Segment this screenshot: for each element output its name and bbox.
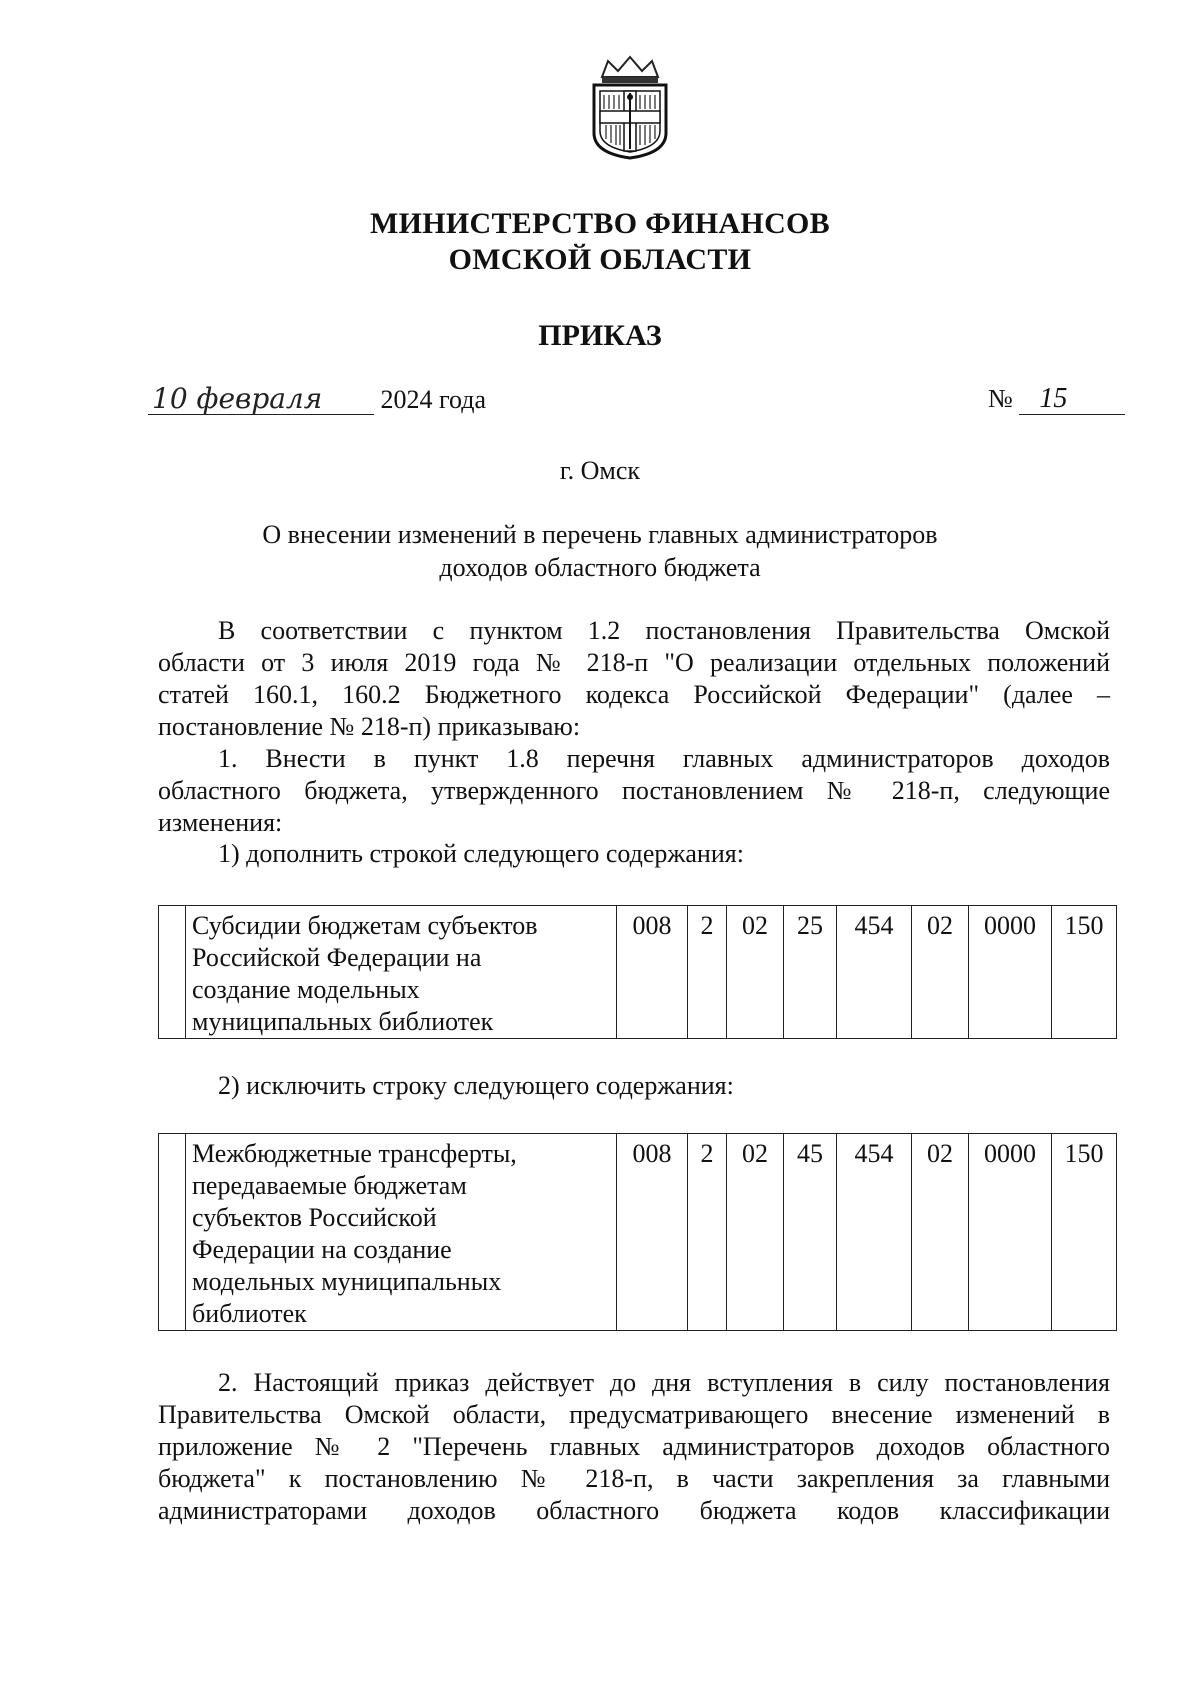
ministry-name-line1: МИНИСТЕРСТВО ФИНАНСОВ (370, 207, 830, 240)
table-cell-code: 2 (688, 906, 727, 1039)
city-name: г. Омск (559, 456, 641, 485)
table-cell-code: 25 (784, 906, 837, 1039)
table-cell-code: 0000 (969, 906, 1052, 1039)
table-cell-code: 150 (1052, 906, 1117, 1039)
table-cell-code: 454 (837, 1134, 912, 1331)
table-cell-code: 45 (784, 1134, 837, 1331)
subject-line2: доходов областного бюджета (439, 553, 761, 582)
table-cell-name (186, 906, 617, 1039)
text-line: Правительства Омской области, предусматривающего внесение изменений в (158, 1400, 1110, 1429)
text-line: 1. Внести в пункт 1.8 перечня главных администраторов доходов (218, 744, 1110, 773)
coat-of-arms-graphic (584, 55, 676, 160)
table-cell-code: 02 (727, 1134, 784, 1331)
cell-text-line: муниципальных библиотек (192, 1007, 494, 1036)
table-cell-code: 02 (912, 1134, 969, 1331)
paragraph-item-2 (158, 1367, 1110, 1527)
text-line: 2. Настоящий приказ действует до дня вступления в силу постановления (218, 1368, 1110, 1397)
paragraph-item-1 (158, 743, 1110, 839)
table-added-row (158, 905, 1117, 1039)
table-cell-code: 2 (688, 1134, 727, 1331)
cell-text-line: передаваемые бюджетам (192, 1171, 467, 1200)
handwritten-date: 10 февраля (148, 384, 374, 415)
cell-text-line: Межбюджетные трансферты, (192, 1139, 517, 1168)
text-line: областного бюджета, утвержденного постановлением № 218-п, следующие (158, 776, 1110, 805)
table-cell-code: 02 (912, 906, 969, 1039)
text-line: В соответствии с пунктом 1.2 постановления Правительства Омской (218, 616, 1110, 645)
cell-text-line: Субсидии бюджетам субъектов (192, 911, 538, 940)
subject-line1: О внесении изменений в перечень главных администраторов (262, 520, 938, 549)
cell-text-line: создание модельных (192, 975, 420, 1004)
table-cell-code: 008 (617, 1134, 688, 1331)
table-cell-code: 0000 (969, 1134, 1052, 1331)
table-cell-blank (159, 906, 186, 1039)
cell-text-line: модельных муниципальных (192, 1267, 502, 1296)
ministry-name-line2: ОМСКОЙ ОБЛАСТИ (448, 243, 752, 276)
table-cell-name (186, 1134, 617, 1331)
text-line: приложение № 2 "Перечень главных администраторов доходов областного (158, 1432, 1110, 1461)
text-line: 1) дополнить строкой следующего содержания: (218, 839, 744, 868)
document-type-title: ПРИКАЗ (538, 319, 662, 352)
text-line: администраторами доходов областного бюджета кодов классификации (158, 1496, 1110, 1525)
cell-text-line: библиотек (192, 1299, 307, 1328)
table-row (159, 1134, 1117, 1331)
text-line: области от 3 июля 2019 года № 218-п "О реализации отдельных положений (158, 648, 1110, 677)
table-cell-code: 02 (727, 906, 784, 1039)
cell-text-line: Федерации на создание (192, 1235, 452, 1264)
paragraph-preamble (158, 615, 1110, 743)
table-cell-blank (159, 1134, 186, 1331)
text-line: статей 160.1, 160.2 Бюджетного кодекса Российской Федерации" (далее – (158, 680, 1110, 709)
cell-text-line: Российской Федерации на (192, 943, 482, 972)
document-number (988, 384, 1125, 415)
handwritten-number: 15 (1019, 384, 1125, 415)
cell-text-line: субъектов Российской (192, 1203, 437, 1232)
text-line: бюджета" к постановлению № 218-п, в части закрепления за главными (158, 1464, 1110, 1493)
text-line: изменения: (158, 808, 283, 837)
paragraph-add-row (158, 838, 1110, 870)
table-row (159, 906, 1117, 1039)
table-cell-code: 008 (617, 906, 688, 1039)
table-cell-code: 150 (1052, 1134, 1117, 1331)
table-cell-code: 454 (837, 906, 912, 1039)
table-removed-row (158, 1133, 1117, 1331)
date-year: 2024 года (380, 385, 487, 414)
paragraph-remove-row (158, 1070, 1110, 1102)
number-label: № (988, 384, 1013, 413)
document-date (148, 384, 486, 415)
omsk-coat-of-arms-icon (584, 55, 676, 160)
text-line: постановление № 218-п) приказываю: (158, 712, 581, 741)
text-line: 2) исключить строку следующего содержания: (218, 1071, 734, 1100)
